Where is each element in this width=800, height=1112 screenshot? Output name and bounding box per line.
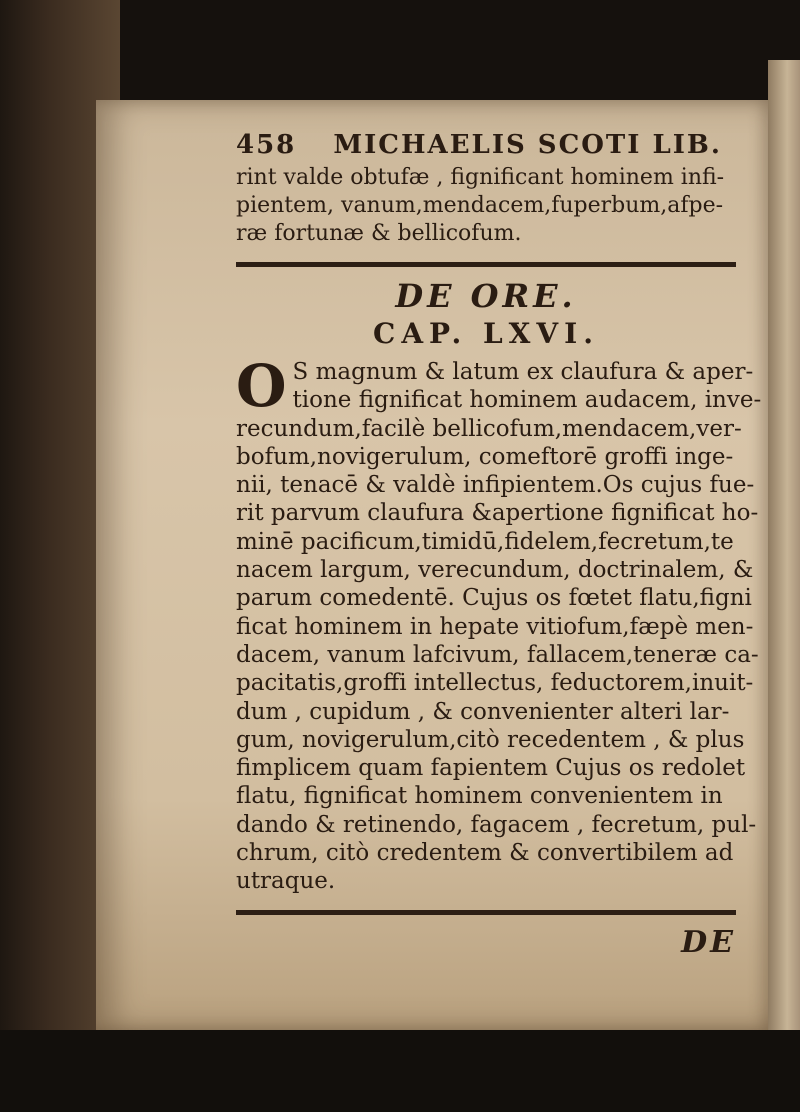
body-line: dum , cupidum , & convenienter alteri lar- <box>236 698 730 725</box>
dropcap-letter: O <box>236 352 287 420</box>
body-line: pacitatis,groffi intellectus, feductorem,inuit- <box>236 670 754 697</box>
body-line: chrum, citò credentem & convertibilem ad <box>236 840 734 867</box>
page-number: 458 <box>236 130 297 160</box>
body-line: recundum,facilè bellicofum,mendacem,ver- <box>236 415 742 442</box>
body-line: nacem largum, verecundum, doctrinalem, & <box>236 557 754 584</box>
body-line: rit parvum claufura &apertione fignificat ho- <box>236 500 759 527</box>
intro-line: rint valde obtufæ , fignificant hominem infi- <box>236 165 725 190</box>
body-line: fimplicem quam fapientem Cujus os redolet <box>236 755 746 782</box>
bottom-divider <box>236 910 736 915</box>
body-line: dando & retinendo, fagacem , fecretum, pul- <box>236 811 757 838</box>
body-line: flatu, fignificat hominem convenientem in <box>236 783 723 810</box>
catchword: DE <box>681 924 736 960</box>
chapter-heading: CAP. LXVI. <box>373 317 599 350</box>
body-line: minē pacificum,timidū,fidelem,fecretum,te <box>236 528 734 555</box>
body-line: bofum,novigerulum, comeftorē groffi inge- <box>236 443 734 470</box>
chapter-body <box>236 352 762 896</box>
body-line: dacem, vanum lafcivum, fallacem,teneræ ca- <box>236 641 759 668</box>
body-line: gum, novigerulum,citò recedentem , & plus <box>236 726 745 753</box>
intro-line: ræ fortunæ & bellicofum. <box>236 221 522 246</box>
running-title: MICHAELIS SCOTI LIB. <box>333 130 722 160</box>
page-text <box>236 130 762 960</box>
running-head <box>236 130 756 160</box>
facing-page-edge <box>768 60 800 1060</box>
background-bottom <box>0 1030 800 1112</box>
body-line: tione fignificat hominem audacem, inve- <box>292 387 762 414</box>
body-line: utraque. <box>236 868 336 895</box>
section-title: DE ORE. <box>395 277 577 315</box>
body-line: S magnum & latum ex claufura & aper- <box>292 359 754 385</box>
body-line: ficat hominem in hepate vitiofum,fæpè men- <box>236 613 754 640</box>
body-line: nii, tenacē & valdè infipientem.Os cujus fue- <box>236 472 755 499</box>
section-divider <box>236 262 736 267</box>
body-line: parum comedentē. Cujus os fœtet flatu,figni <box>236 585 752 612</box>
intro-line: pientem, vanum,mendacem,fuperbum,afpe- <box>236 193 724 218</box>
